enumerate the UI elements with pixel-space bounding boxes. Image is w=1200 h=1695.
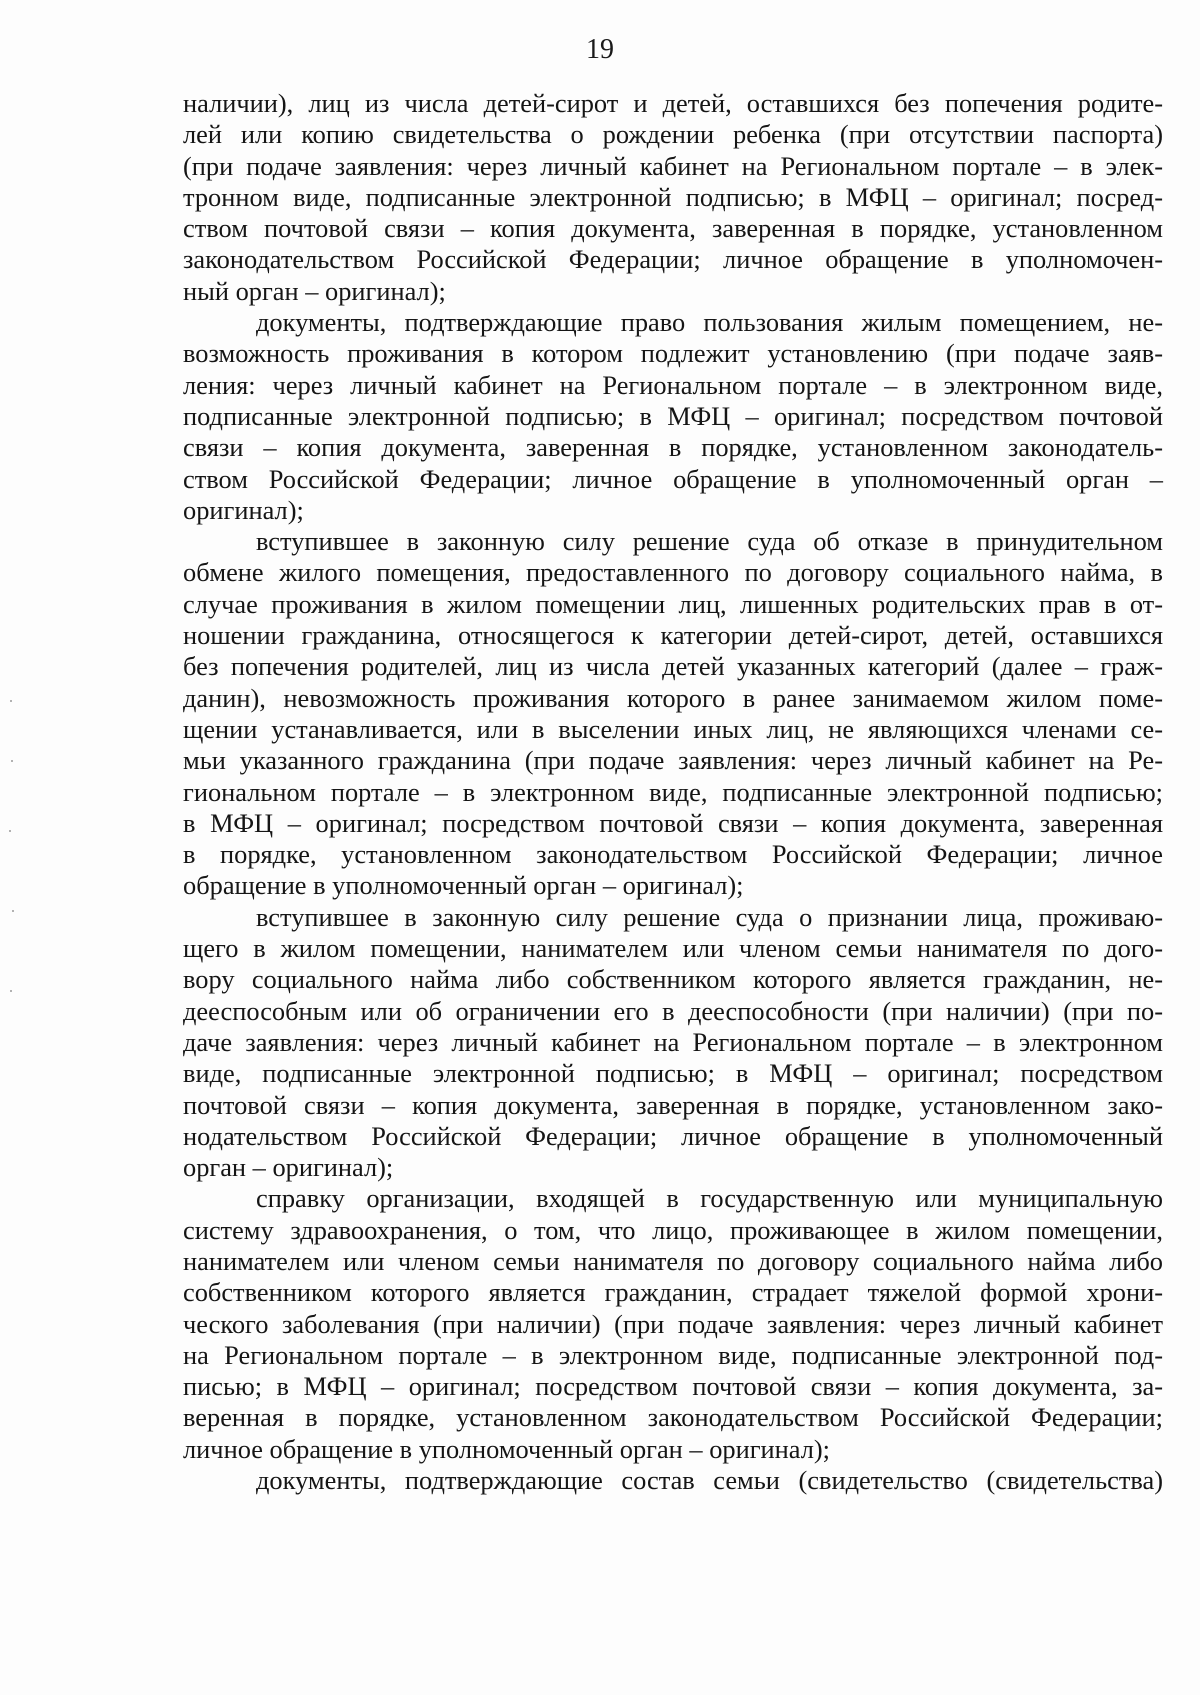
scan-speck [10,990,12,992]
text-line: законодательством Российской Федерации; личное обращение в уполномочен- [183,244,1163,275]
text-line: обмене жилого помещения, предоставленного по договору социального найма, в [183,557,1163,588]
text-line: ный орган – оригинал); [183,275,446,306]
text-line: писью; в МФЦ – оригинал; посредством почтовой связи – копия документа, за- [183,1371,1163,1402]
text-line: виде, подписанные электронной подписью; в МФЦ – оригинал; посредством [183,1058,1163,1089]
text-line: в порядке, установленном законодательством Российской Федерации; личное [183,839,1163,870]
text-line: справку организации, входящей в государственную или муниципальную [256,1183,1163,1214]
text-line: тронном виде, подписанные электронной подписью; в МФЦ – оригинал; посред- [183,181,1163,212]
text-line: (при подаче заявления: через личный кабинет на Региональном портале – в элек- [183,150,1163,181]
text-line: ством почтовой связи – копия документа, заверенная в порядке, установленном [183,213,1163,244]
text-line: щении устанавливается, или в выселении иных лиц, не являющихся членами се- [183,713,1163,744]
text-line: собственником которого является гражданин, страдает тяжелой формой хрони- [183,1277,1163,1308]
text-line: мьи указанного гражданина (при подаче заявления: через личный кабинет на Ре- [183,745,1163,776]
scan-speck [10,700,12,702]
scan-speck [9,830,11,832]
text-line: возможность проживания в котором подлежит установлению (при подаче заяв- [183,338,1163,369]
text-line: вступившее в законную силу решение суда о признании лица, проживаю- [256,901,1163,932]
scan-specks [8,700,18,1020]
text-line: нодательством Российской Федерации; личное обращение в уполномоченный [183,1120,1163,1151]
text-line: лей или копию свидетельства о рождении ребенка (при отсутствии паспорта) [183,119,1163,150]
text-line: даче заявления: через личный кабинет на Региональном портале – в электронном [183,1026,1163,1057]
text-line: без попечения родителей, лиц из числа детей указанных категорий (далее – граж- [183,651,1163,682]
text-line: на Региональном портале – в электронном виде, подписанные электронной под- [183,1339,1163,1370]
text-line: ления: через личный кабинет на Региональном портале – в электронном виде, [183,369,1163,400]
scan-speck [12,910,14,912]
text-line: оригинал); [183,494,304,525]
text-line: систему здравоохранения, о том, что лицо, проживающее в жилом помещении, [183,1214,1163,1245]
text-line: орган – оригинал); [183,1152,394,1183]
text-line: щего в жилом помещении, нанимателем или членом семьи нанимателя по дого- [183,933,1163,964]
text-line: дееспособным или об ограничении его в дееспособности (при наличии) (при по- [183,995,1163,1026]
text-line: наличии), лиц из числа детей-сирот и детей, оставшихся без попечения родите- [183,88,1163,118]
text-line: личное обращение в уполномоченный орган – оригинал); [183,1433,831,1464]
text-line: ношении гражданина, относящегося к категории детей-сирот, детей, оставшихся [183,620,1163,651]
text-line: в МФЦ – оригинал; посредством почтовой связи – копия документа, заверенная [183,807,1163,838]
text-line: ством Российской Федерации; личное обращение в уполномоченный орган – [183,463,1163,494]
text-line: документы, подтверждающие состав семьи (свидетельство (свидетельства) [256,1465,1163,1496]
text-line: ческого заболевания (при наличии) (при подаче заявления: через личный кабинет [183,1308,1163,1339]
text-line: обращение в уполномоченный орган – оригинал); [183,870,744,901]
text-line: случае проживания в жилом помещении лиц, лишенных родительских прав в от- [183,588,1163,619]
text-line: веренная в порядке, установленном законодательством Российской Федерации; [183,1402,1163,1433]
text-line: почтовой связи – копия документа, заверенная в порядке, установленном зако- [183,1089,1163,1120]
text-line: нанимателем или членом семьи нанимателя по договору социального найма либо [183,1245,1163,1276]
page-number: 19 [586,34,614,65]
text-line: документы, подтверждающие право пользования жилым помещением, не- [256,307,1163,338]
text-line: данин), невозможность проживания которого в ранее занимаемом жилом поме- [183,682,1163,713]
text-line: вору социального найма либо собственником которого является гражданин, не- [183,964,1163,995]
text-line: вступившее в законную силу решение суда об отказе в принудительном [256,526,1163,557]
document-body [183,88,1163,1496]
scan-speck [11,760,13,762]
text-line: гиональном портале – в электронном виде, подписанные электронной подписью; [183,776,1163,807]
text-line: связи – копия документа, заверенная в порядке, установленном законодатель- [183,432,1163,463]
text-line: подписанные электронной подписью; в МФЦ – оригинал; посредством почтовой [183,400,1163,431]
